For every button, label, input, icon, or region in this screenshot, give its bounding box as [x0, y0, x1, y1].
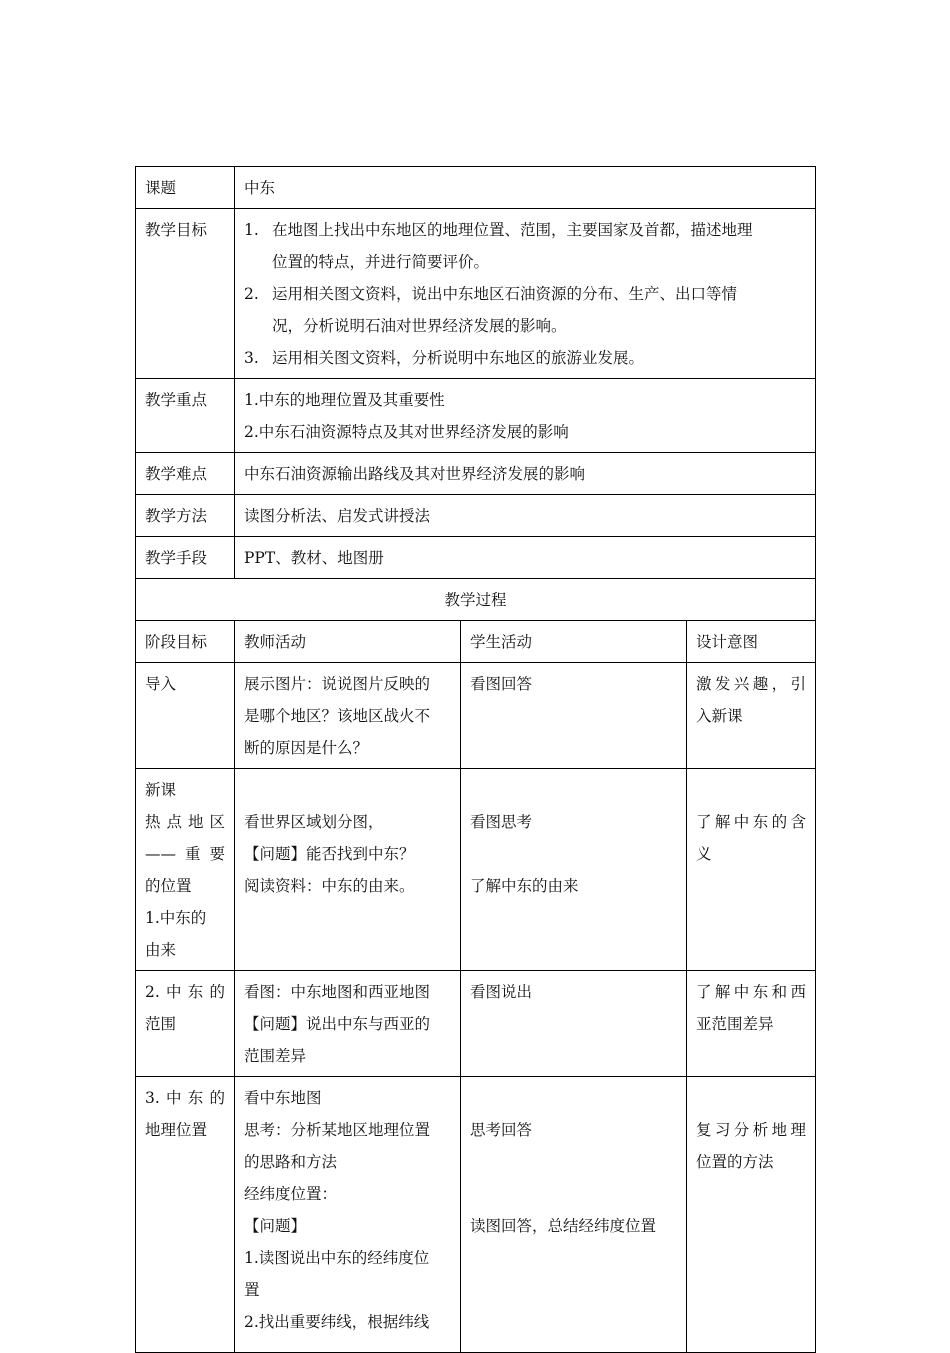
title-row [136, 167, 816, 209]
intent-cell [687, 663, 816, 769]
process-heading: 教学过程 [136, 579, 816, 621]
cell-line: 阅读资料：中东的由来。 [244, 877, 415, 895]
lesson-plan-table [135, 166, 816, 1353]
cell-line: 展示图片：说说图片反映的 [244, 675, 431, 693]
cell-line: 地理位置 [145, 1121, 208, 1139]
difficult-points-row [136, 453, 816, 495]
cell-line: 了解中东的含 [696, 813, 806, 831]
column-header-stage: 阶段目标 [136, 621, 235, 663]
key-points-label: 教学重点 [136, 379, 235, 453]
cell-line: 义 [696, 845, 712, 863]
cell-line: 思考回答 [470, 1121, 533, 1139]
student-cell [461, 769, 687, 971]
goals-row [136, 209, 816, 379]
student-cell [461, 1077, 687, 1353]
method-label: 教学方法 [136, 495, 235, 537]
teacher-cell [235, 769, 461, 971]
cell-line: 1.中东的 [145, 909, 207, 927]
process-header-row [136, 621, 816, 663]
means-label: 教学手段 [136, 537, 235, 579]
cell-line: 读图回答，总结经纬度位置 [470, 1217, 657, 1235]
stage-cell: 导入 [136, 663, 235, 769]
process-row-intro [136, 663, 816, 769]
method-value: 读图分析法、启发式讲授法 [235, 495, 816, 537]
title-value: 中东 [235, 167, 816, 209]
cell-line: 2.找出重要纬线，根据纬线 [244, 1313, 430, 1331]
goal-item [244, 278, 806, 342]
goals-label: 教学目标 [136, 209, 235, 379]
goal-line: 在地图上找出中东地区的地理位置、范围，主要国家及首都，描述地理 [272, 221, 753, 239]
cell-line: 热点地区 [145, 813, 225, 831]
teacher-cell [235, 971, 461, 1077]
cell-line: 【问题】说出中东与西亚的 [244, 1015, 431, 1033]
cell-line: 了解中东和西 [696, 983, 806, 1001]
goal-line: 况，分析说明石油对世界经济发展的影响。 [272, 317, 567, 335]
cell-line: 复习分析地理 [696, 1121, 806, 1139]
cell-line: 是哪个地区？该地区战火不 [244, 707, 431, 725]
student-cell: 看图回答 [461, 663, 687, 769]
difficult-points-value: 中东石油资源输出路线及其对世界经济发展的影响 [235, 453, 816, 495]
stage-cell [136, 769, 235, 971]
difficult-points-label: 教学难点 [136, 453, 235, 495]
key-points-row [136, 379, 816, 453]
goal-text [272, 278, 806, 342]
cell-line: 【问题】 [244, 1217, 307, 1235]
goal-text: 运用相关图文资料，分析说明中东地区的旅游业发展。 [272, 349, 645, 367]
cell-line: 【问题】能否找到中东？ [244, 845, 415, 863]
process-heading-row [136, 579, 816, 621]
teacher-cell [235, 663, 461, 769]
goal-line: 位置的特点，并进行简要评价。 [272, 253, 490, 271]
goal-text [272, 214, 806, 278]
student-cell: 看图说出 [461, 971, 687, 1077]
cell-line: 断的原因是什么？ [244, 739, 369, 757]
cell-line: 的思路和方法 [244, 1153, 338, 1171]
goal-item [244, 342, 806, 374]
cell-line: 看图思考 [470, 813, 533, 831]
goals-list [235, 209, 816, 379]
cell-line: 看中东地图 [244, 1089, 322, 1107]
process-row-range [136, 971, 816, 1077]
means-value: PPT、教材、地图册 [235, 537, 816, 579]
cell-line: 了解中东的由来 [470, 877, 579, 895]
cell-line: 范围差异 [244, 1047, 307, 1065]
intent-cell [687, 971, 816, 1077]
cell-line: 经纬度位置： [244, 1185, 338, 1203]
process-row-origin [136, 769, 816, 971]
key-point: 1.中东的地理位置及其重要性 [244, 391, 445, 409]
method-row [136, 495, 816, 537]
goal-number: 3. [244, 349, 259, 367]
key-point: 2.中东石油资源特点及其对世界经济发展的影响 [244, 423, 569, 441]
goal-item [244, 214, 806, 278]
cell-line: 亚范围差异 [696, 1015, 774, 1033]
goal-line: 运用相关图文资料，说出中东地区石油资源的分布、生产、出口等情 [272, 285, 738, 303]
column-header-student: 学生活动 [461, 621, 687, 663]
cell-line: 1.读图说出中东的经纬度位 [244, 1249, 430, 1267]
goal-number: 1. [244, 221, 259, 239]
cell-line: 位置的方法 [696, 1153, 774, 1171]
column-header-teacher: 教师活动 [235, 621, 461, 663]
title-label: 课题 [136, 167, 235, 209]
stage-cell [136, 1077, 235, 1353]
cell-line: 2.中东的 [145, 983, 225, 1001]
intent-cell [687, 1077, 816, 1353]
column-header-intent: 设计意图 [687, 621, 816, 663]
intent-cell [687, 769, 816, 971]
cell-line: ——重要 [145, 845, 225, 863]
cell-line: 入新课 [696, 707, 743, 725]
cell-line: 置 [244, 1281, 260, 1299]
teacher-cell [235, 1077, 461, 1353]
stage-cell [136, 971, 235, 1077]
cell-line: 范围 [145, 1015, 177, 1033]
key-points-value [235, 379, 816, 453]
cell-line: 看世界区域划分图， [244, 813, 384, 831]
cell-line: 新课 [145, 781, 177, 799]
cell-line: 的位置 [145, 877, 192, 895]
goal-number: 2. [244, 285, 259, 303]
cell-line: 思考：分析某地区地理位置 [244, 1121, 431, 1139]
cell-line: 看图：中东地图和西亚地图 [244, 983, 431, 1001]
means-row [136, 537, 816, 579]
cell-line: 激发兴趣，引 [696, 675, 806, 693]
cell-line: 由来 [145, 941, 177, 959]
process-row-location [136, 1077, 816, 1353]
cell-line: 3.中东的 [145, 1089, 225, 1107]
